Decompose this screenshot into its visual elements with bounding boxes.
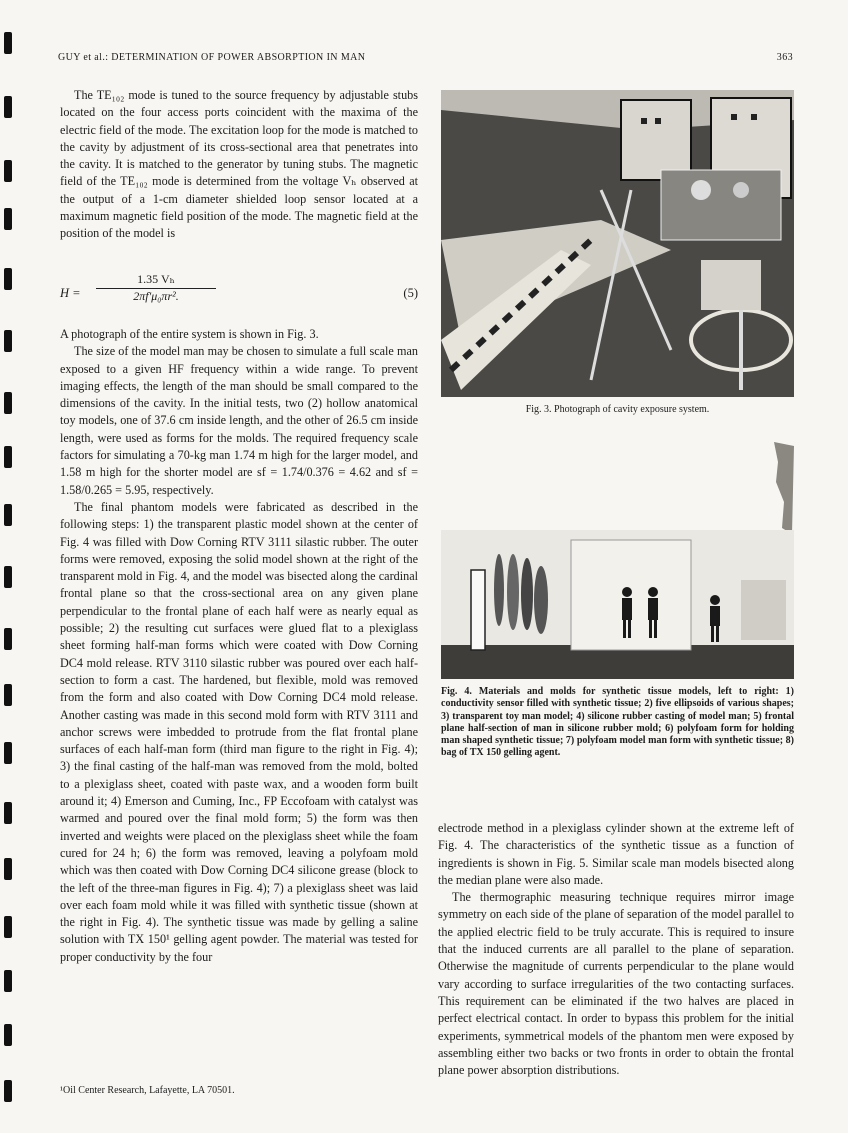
binding-hole xyxy=(4,802,12,824)
binding-hole xyxy=(4,628,12,650)
equation-numerator: 1.35 Vₕ xyxy=(96,272,216,289)
binding-hole xyxy=(4,504,12,526)
molds-and-models-photo xyxy=(441,530,794,679)
page-number: 363 xyxy=(776,52,793,63)
running-head xyxy=(58,52,793,66)
binding-holes xyxy=(0,0,14,1133)
binding-hole xyxy=(4,970,12,992)
equation-fraction xyxy=(96,272,216,304)
paragraph: The final phantom models were fabricated as described in the following steps: 1) the transparent plastic model shown at the center of Fig. 4 was filled with Dow Corning RTV 3111 silastic rubber. The outer forms were removed, exposing the solid model shown at the right of the transparent mold in Fig. 4, and the model was bisected along the cardinal frontal plane so that the cross-sectional area on any given plane perpendicular to the frontal plane of each half were as nearly equal as possible; 2) the resulting cut surfaces were glued flat to a plexiglass sheet forming half-man forms which were coated with Dow Corning DC4 mold release. RTV 3110 silastic rubber was poured over each half-section to form a cast. The hardened, but flexible, mold was removed from the form and also coated with Dow Corning DC4 mold release. Another casting was made in this second mold form with RTV 3111 and anchor screws were imbedded to protrude from the flat frontal plane surfaces of each half-man form (third man figure to the right in Fig. 4); 3) the final casting of the half-man was removed from the mold, bolted to a plexiglass sheet, coated with paste wax, and a wooden form built around it; 4) Emerson and Cuming, Inc., FP Eccofoam with catalyst was warmed and poured over the final mold form; 5) the form was then inverted and weights were placed on the plexiglass sheet while the foam cured for 24 h; 6) the form was removed, leaving a polyfoam mold which was then coated with Dow Corning DC4 silicone grease (block to the left of the three-man figures in Fig. 4); 7) a plexiglass sheet was laid over each foam mold while it was filled with synthetic tissue (shown at the right in Fig. 4). The synthetic tissue was made by gelling a saline solution with TX 150¹ gelling agent powder. The material was tested for proper conductivity by the four xyxy=(60,499,418,964)
figure-4-caption-text: Materials and molds for synthetic tissue models, left to right: 1) conductivity sensor filled with synthetic tissue; 2) five ellipsoids of various shapes; 3) transparent toy man model; 4) silicone rubber casting of model man; 5) frontal plane half-section of man in silicone rubber mold; 6) polyfoam form for holding man shaped synthetic tissue; 7) polyfoam model man form with synthetic tissue; 8) bag of TX 150 gelling agent. xyxy=(441,686,794,759)
paragraph: A photograph of the entire system is shown in Fig. 3. xyxy=(60,327,319,341)
cavity-system-photo xyxy=(441,90,794,397)
figure-4-photo xyxy=(441,530,794,679)
figure-3-photo xyxy=(441,90,794,397)
binding-hole xyxy=(4,566,12,588)
left-column-bottom xyxy=(60,326,418,966)
paragraph: The thermographic measuring technique requires mirror image symmetry on each side of the plane of separation of the model parallel to the applied electric field to be truly accurate. This is required to insure that the induced currents are all parallel to the plane of separation. Otherwise the magnitude of currents perpendicular to the plane would vary according to surface irregularities of the two contacting surfaces. This requirement can be eliminated if the two halves are placed in perfect electrical contact. In order to bypass this problem for the initial experiments, symmetrical models of the phantom men were exposed by assembling either two backs or two fronts in order to obtain the frontal plane power absorption distributions. xyxy=(438,890,794,1078)
binding-hole xyxy=(4,1080,12,1102)
running-title: GUY et al.: DETERMINATION OF POWER ABSORPTION IN MAN xyxy=(58,52,366,63)
left-column-top xyxy=(60,87,418,243)
binding-hole xyxy=(4,330,12,352)
binding-hole xyxy=(4,96,12,118)
binding-hole xyxy=(4,742,12,764)
equation-5 xyxy=(60,272,418,318)
footnote: ¹Oil Center Research, Lafayette, LA 70501. xyxy=(60,1085,235,1096)
torn-paper-scrap xyxy=(764,442,794,534)
binding-hole xyxy=(4,392,12,414)
binding-hole xyxy=(4,684,12,706)
binding-hole xyxy=(4,32,12,54)
binding-hole xyxy=(4,916,12,938)
equation-denominator: 2πf′μ₀πr². xyxy=(133,289,179,303)
binding-hole xyxy=(4,858,12,880)
paragraph: electrode method in a plexiglass cylinder shown at the extreme left of Fig. 4. The characteristics of the synthetic tissue as a function of ingredients is shown in Fig. 5. Similar scale man models bisected along the median plane were also made. xyxy=(438,821,794,887)
paragraph: The TE₁₀₂ mode is tuned to the source frequency by adjustable stubs located on the four access ports coincident with the maxima of the electric field of the mode. The excitation loop for the mode is matched to the cavity by adjustment of its cross-sectional area that penetrates into the cavity. It is matched to the generator by tuning stubs. The magnetic field of the TE₁₀₂ mode is determined from the voltage Vₕ observed at the output of a 1-cm diameter shielded loop sensor located at a maximum magnetic field position of the mode. The magnetic field at the position of the model is xyxy=(60,88,418,241)
binding-hole xyxy=(4,446,12,468)
binding-hole xyxy=(4,208,12,230)
binding-hole xyxy=(4,1024,12,1046)
binding-hole xyxy=(4,160,12,182)
figure-4-caption xyxy=(441,686,794,760)
figure-3-caption: Fig. 3. Photograph of cavity exposure system. xyxy=(525,404,710,415)
equation-number: (5) xyxy=(403,286,418,300)
figure-4-label: Fig. 4. xyxy=(441,686,472,697)
paragraph: The size of the model man may be chosen to simulate a full scale man exposed to a given HF frequency within a wide range. To prevent imaging effects, the length of the man should be small compared to the dimensions of the cavity. In the initial tests, two (2) hollow anatomical toy models, one of 37.6 cm inside length, and the other of 26.5 cm inside length, were used as forms for the molds. The required frequency scale factors for simulating a 70-kg man 1.74 m high for the larger model, and 1.58 m high for the shorter model are sf = 1.74/0.376 = 4.62 and sf = 1.58/0.265 = 5.95, respectively. xyxy=(60,344,418,497)
equation-lhs: H = xyxy=(60,286,81,300)
right-column-bottom xyxy=(438,820,794,1079)
binding-hole xyxy=(4,268,12,290)
